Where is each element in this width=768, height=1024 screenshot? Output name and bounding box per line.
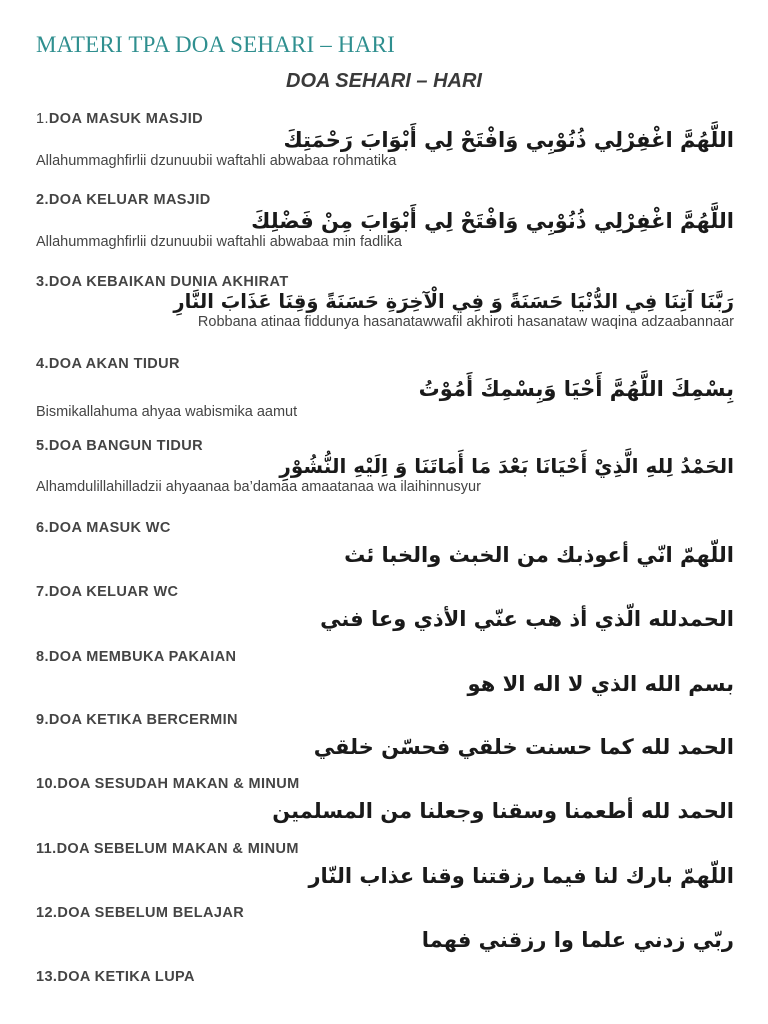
doa-latin: Allahummaghfirlii dzunuubii waftahli abwabaa rohmatika [36,153,397,170]
doa-entry-3 [36,274,734,330]
doa-entry-5 [36,438,734,495]
doa-label: 8.DOA MEMBUKA PAKAIAN [36,649,237,665]
doa-arabic: ربّي زدني علما وا رزقني فهما [421,928,734,952]
doa-entry-4 [36,356,734,420]
doa-arabic: الحَمْدُ لِلهِ الَّذِيْ أَحْيَانَا بَعْدَ مَا أَمَاتَنَا وَ اِلَيْهِ النُّشُوْرِ [279,454,734,478]
doa-arabic: اللّهمّ بارك لنا فيما رزقتنا وقنا عذاب النّار [308,864,734,888]
doa-label: 5.DOA BANGUN TIDUR [36,438,203,454]
doa-entry-1 [36,111,734,169]
doa-label: 7.DOA KELUAR WC [36,584,179,600]
doa-label: 6.DOA MASUK WC [36,520,171,536]
doa-entry-10 [36,776,734,824]
doa-arabic: اللَّهُمَّ اغْفِرْلِي ذُنُوْبِي وَافْتَحْ لِي أَبْوَابَ رَحْمَتِكَ [283,128,734,152]
doa-arabic: الحمدلله الّذي أذ هب عنّي الأذي وعا فني [320,607,734,631]
doa-latin: Robbana atinaa fiddunya hasanatawwafil akhiroti hasanataw waqina adzaabannaar [197,314,734,331]
doa-label: 12.DOA SEBELUM BELAJAR [36,905,245,921]
doa-entry-2 [36,192,734,250]
doa-entry-9 [36,712,734,760]
doa-label: 9.DOA KETIKA BERCERMIN [36,712,238,728]
doa-arabic: بسم الله الذي لا اله الا هو [467,672,734,696]
doa-arabic: الحمد لله أطعمنا وسقنا وجعلنا من المسلمين [272,799,734,823]
doa-arabic: الحمد لله كما حسنت خلقي فحسّن خلقي [313,735,734,759]
doa-entry-6 [36,520,734,568]
doa-entry-8 [36,649,734,697]
doa-latin: Bismikallahuma ahyaa wabismika aamut [36,404,298,421]
page-header: MATERI TPA DOA SEHARI – HARI [36,32,395,57]
doa-entry-12 [36,905,734,953]
doa-label: 2.DOA KELUAR MASJID [36,192,211,208]
doa-entry-7 [36,584,734,632]
doa-label: 10.DOA SESUDAH MAKAN & MINUM [36,776,300,792]
doa-label: 11.DOA SEBELUM MAKAN & MINUM [36,841,299,857]
doa-label: 4.DOA AKAN TIDUR [36,356,180,372]
doa-entry-11 [36,841,734,889]
doa-label: 1.DOA MASUK MASJID [36,111,203,127]
doa-arabic: بِسْمِكَ اللَّهُمَّ أَحْيَا وَبِسْمِكَ أَمُوْتُ [418,377,734,401]
doa-arabic: اللّهمّ انّي أعوذبك من الخبث والخبا ئث [344,543,734,567]
doa-latin: Allahummaghfirlii dzunuubii waftahli abwabaa min fadlika [36,234,402,251]
doa-label: 3.DOA KEBAIKAN DUNIA AKHIRAT [36,274,289,290]
doa-latin: Alhamdulillahilladzii ahyaanaa ba’damaa amaatanaa wa ilaihinnusyur [36,479,481,495]
page-title: DOA SEHARI – HARI [286,70,482,92]
doa-label: 13.DOA KETIKA LUPA [36,969,195,985]
doa-entry-13 [36,969,734,985]
doa-arabic: اللَّهُمَّ اغْفِرْلِي ذُنُوْبِي وَافْتَحْ لِي أَبْوَابَ مِنْ فَضْلِكَ [251,209,734,233]
doa-arabic: رَبَّنَا آتِنَا فِي الدُّنْيَا حَسَنَةً وَ فِي الْآخِرَةِ حَسَنَةً وَقِنَا عَذَابَ النَّارِ [173,290,734,313]
